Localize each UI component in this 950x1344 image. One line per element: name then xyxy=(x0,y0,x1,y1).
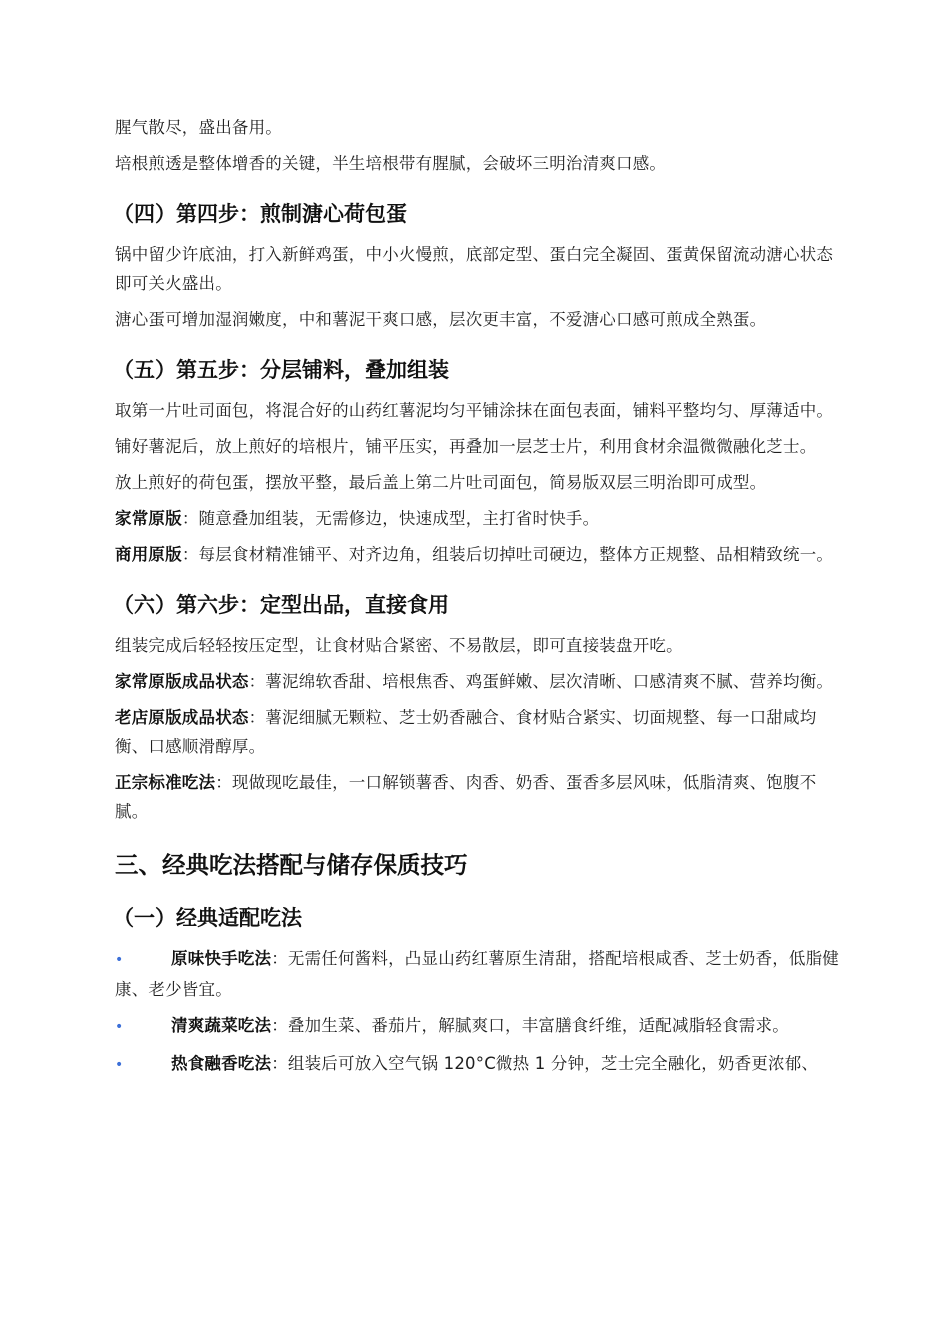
list-item xyxy=(115,1049,840,1080)
paragraph-text: ：随意叠加组装，无需修边，快速成型，主打省时快手。 xyxy=(181,509,600,528)
section-heading: 三、经典吃法搭配与储存保质技巧 xyxy=(115,851,468,879)
list-item-label: 热食融香吃法 xyxy=(171,1054,272,1073)
list-item-text: ：叠加生菜、番茄片，解腻爽口，丰富膳食纤维，适配减脂轻食需求。 xyxy=(271,1016,789,1035)
subsection-heading: （六）第六步：定型出品，直接食用 xyxy=(113,593,449,617)
paragraph xyxy=(115,540,840,569)
document-content xyxy=(115,113,840,1087)
paragraph-label: 老店原版成品状态 xyxy=(115,708,249,727)
paragraph: 组装完成后轻轻按压定型，让食材贴合紧密、不易散层，即可直接装盘开吃。 xyxy=(115,636,683,655)
list-item xyxy=(115,1011,840,1042)
paragraph xyxy=(115,703,840,761)
paragraph xyxy=(115,667,840,696)
subsection-heading: （四）第四步：煎制溏心荷包蛋 xyxy=(113,202,407,226)
list-item-text: ：无需任何酱料，凸显山药红薯原生清甜，搭配培根咸香、芝士奶香，低脂健康、老少皆宜。 xyxy=(115,949,840,999)
list-item-label: 清爽蔬菜吃法 xyxy=(171,1016,272,1035)
list-item xyxy=(115,944,840,1004)
paragraph: 放上煎好的荷包蛋，摆放平整，最后盖上第二片吐司面包，简易版双层三明治即可成型。 xyxy=(115,473,767,492)
list-item-text: ：组装后可放入空气锅 120°C微热 1 分钟，芝士完全融化，奶香更浓郁、 xyxy=(271,1054,819,1073)
paragraph: 腥气散尽，盛出备用。 xyxy=(115,118,282,137)
subsection-heading: （五）第五步：分层铺料，叠加组装 xyxy=(113,358,449,382)
paragraph-label: 正宗标准吃法 xyxy=(115,773,216,792)
paragraph-label: 商用原版 xyxy=(115,545,182,564)
paragraph-label: 家常原版 xyxy=(115,509,182,528)
paragraph-text: ：现做现吃最佳，一口解锁薯香、肉香、奶香、蛋香多层风味，低脂清爽、饱腹不腻。 xyxy=(115,773,817,821)
paragraph xyxy=(115,504,840,533)
bullet-dot-icon: • xyxy=(115,952,124,968)
paragraph xyxy=(115,768,840,826)
paragraph-text: ：薯泥细腻无颗粒、芝士奶香融合、食材贴合紧实、切面规整、每一口甜咸均衡、口感顺滑醇厚。 xyxy=(115,708,817,756)
paragraph: 溏心蛋可增加湿润嫩度，中和薯泥干爽口感，层次更丰富，不爱溏心口感可煎成全熟蛋。 xyxy=(115,310,767,329)
paragraph: 培根煎透是整体增香的关键，半生培根带有腥腻，会破坏三明治清爽口感。 xyxy=(115,154,667,173)
paragraph-text: ：每层食材精准铺平、对齐边角，组装后切掉吐司硬边，整体方正规整、品相精致统一。 xyxy=(181,545,834,564)
paragraph-label: 家常原版成品状态 xyxy=(115,672,249,691)
subsection-heading: （一）经典适配吃法 xyxy=(113,906,302,930)
bullet-dot-icon: • xyxy=(115,1019,124,1035)
paragraph-text: ：薯泥绵软香甜、培根焦香、鸡蛋鲜嫩、层次清晰、口感清爽不腻、营养均衡。 xyxy=(248,672,834,691)
paragraph: 锅中留少许底油，打入新鲜鸡蛋，中小火慢煎，底部定型、蛋白完全凝固、蛋黄保留流动溏心状态即可关火盛出。 xyxy=(115,245,834,293)
paragraph: 铺好薯泥后，放上煎好的培根片，铺平压实，再叠加一层芝士片，利用食材余温微微融化芝士。 xyxy=(115,437,817,456)
list-item-label: 原味快手吃法 xyxy=(171,949,272,968)
bullet-dot-icon: • xyxy=(115,1057,124,1073)
paragraph: 取第一片吐司面包，将混合好的山药红薯泥均匀平铺涂抹在面包表面，铺料平整均匀、厚薄适中。 xyxy=(115,401,834,420)
